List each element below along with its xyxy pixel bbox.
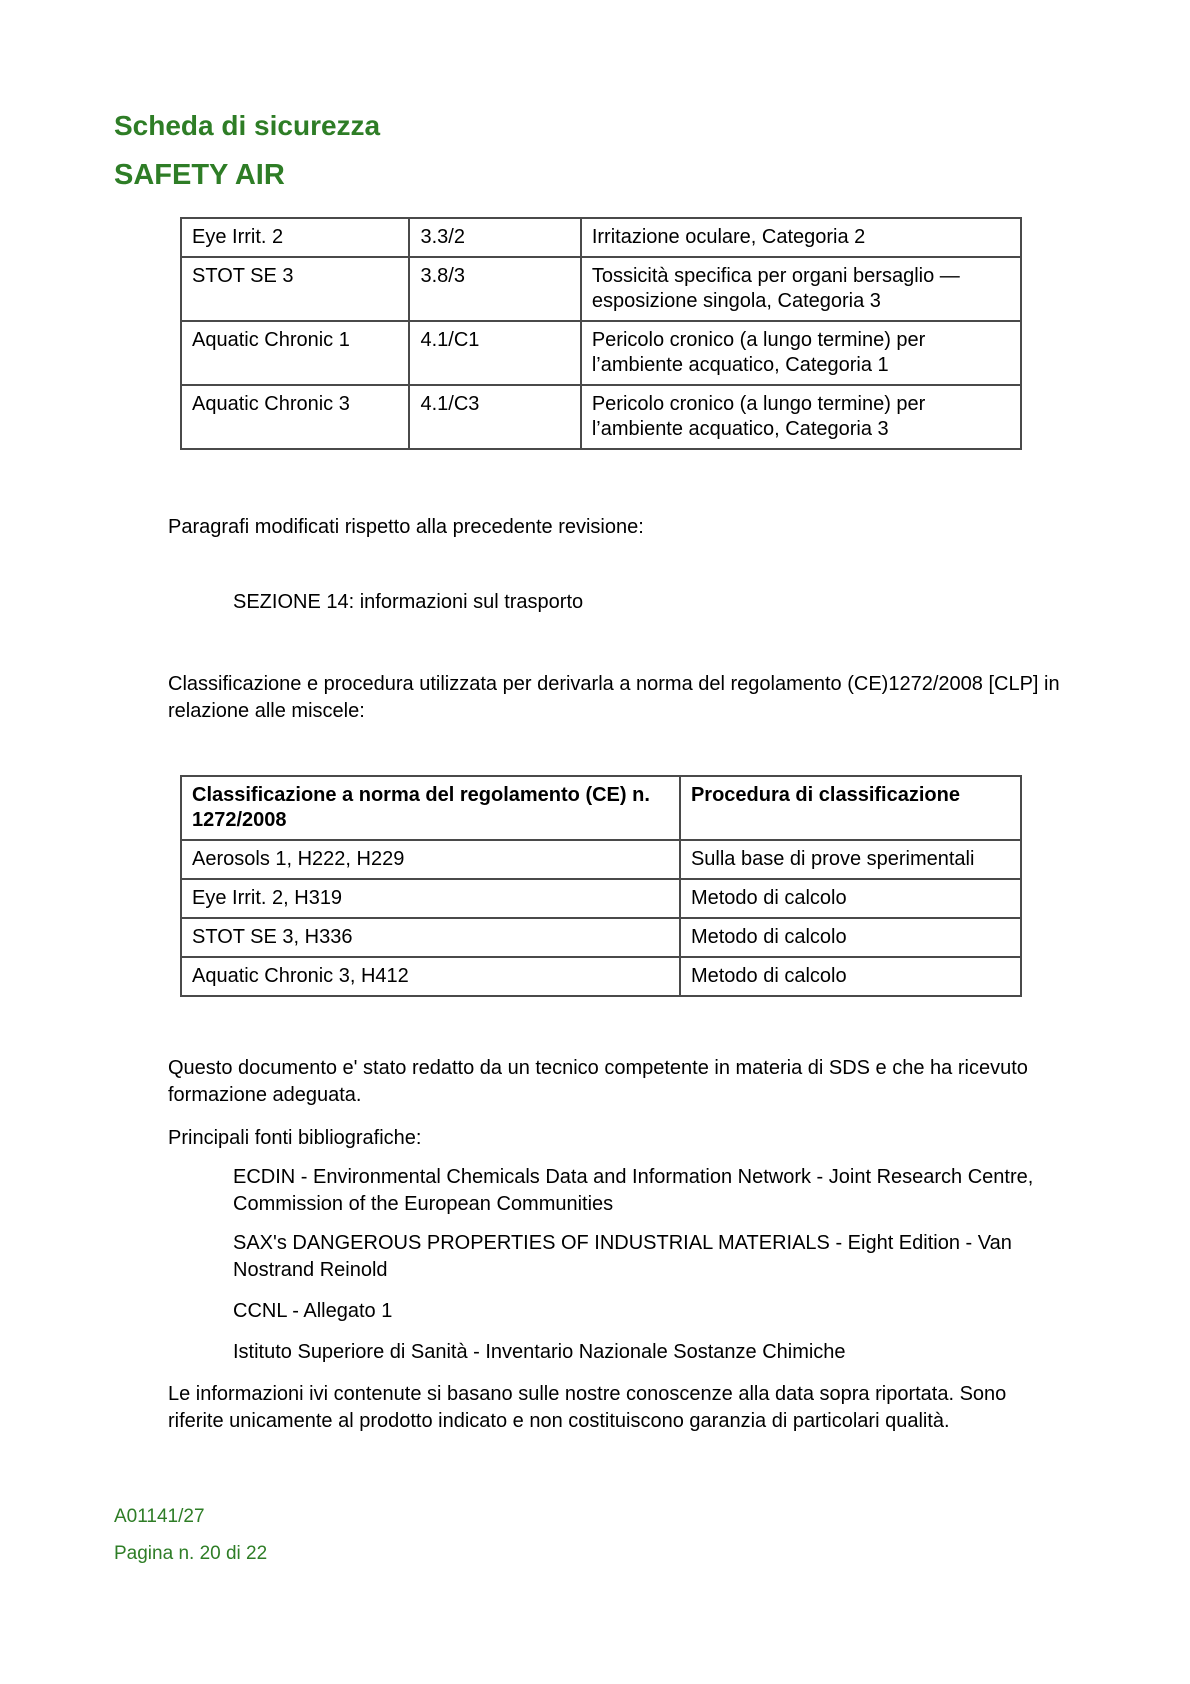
clp-classification-cell: Aerosols 1, H222, H229 bbox=[181, 840, 680, 879]
clp-procedure-cell: Sulla base di prove sperimentali bbox=[680, 840, 1021, 879]
clp-classification-table bbox=[180, 775, 1022, 997]
clp-classification-cell: Aquatic Chronic 3, H412 bbox=[181, 957, 680, 996]
technician-note-paragraph: Questo documento e' stato redatto da un tecnico competente in materia di SDS e che ha ricevuto formazione adeguata. bbox=[168, 1057, 1028, 1106]
hazard-description-cell: Pericolo cronico (a lungo termine) per l’ambiente acquatico, Categoria 3 bbox=[581, 385, 1021, 449]
hazard-table-row bbox=[181, 257, 1021, 321]
source-item: CCNL - Allegato 1 bbox=[233, 1300, 393, 1322]
hazard-code-cell: 3.3/2 bbox=[409, 218, 580, 257]
clp-table-row bbox=[181, 879, 1021, 918]
hazard-code-cell: 4.1/C3 bbox=[409, 385, 580, 449]
modified-paragraphs-label: Paragrafi modificati rispetto alla precedente revisione: bbox=[168, 516, 644, 538]
hazard-description-cell: Tossicità specifica per organi bersaglio — esposizione singola, Categoria 3 bbox=[581, 257, 1021, 321]
hazard-classification-cell: Eye Irrit. 2 bbox=[181, 218, 409, 257]
disclaimer-paragraph: Le informazioni ivi contenute si basano sulle nostre conoscenze alla data sopra riportata. Sono riferite unicamente al prodotto indicato e non costituiscono garanzia di particolari qualità. bbox=[168, 1383, 1007, 1432]
clp-procedure-header: Procedura di classificazione bbox=[680, 776, 1021, 840]
hazard-classification-table bbox=[180, 217, 1022, 450]
clp-procedure-cell: Metodo di calcolo bbox=[680, 879, 1021, 918]
modified-section-item: SEZIONE 14: informazioni sul trasporto bbox=[233, 591, 584, 613]
classification-intro-paragraph: Classificazione e procedura utilizzata per derivarla a norma del regolamento (CE)1272/2008 [CLP] in relazione alle miscele: bbox=[168, 673, 1060, 722]
hazard-description-cell: Pericolo cronico (a lungo termine) per l’ambiente acquatico, Categoria 1 bbox=[581, 321, 1021, 385]
clp-classification-cell: Eye Irrit. 2, H319 bbox=[181, 879, 680, 918]
source-item: SAX's DANGEROUS PROPERTIES OF INDUSTRIAL MATERIALS - Eight Edition - Van Nostrand Reinold bbox=[233, 1232, 1012, 1281]
hazard-description-cell: Irritazione oculare, Categoria 2 bbox=[581, 218, 1021, 257]
sources-label: Principali fonti bibliografiche: bbox=[168, 1127, 422, 1149]
hazard-code-cell: 4.1/C1 bbox=[409, 321, 580, 385]
source-item: ECDIN - Environmental Chemicals Data and Information Network - Joint Research Centre, Commission of the European Communities bbox=[233, 1166, 1034, 1215]
clp-procedure-cell: Metodo di calcolo bbox=[680, 918, 1021, 957]
clp-procedure-cell: Metodo di calcolo bbox=[680, 957, 1021, 996]
hazard-table-row bbox=[181, 321, 1021, 385]
clp-classification-cell: STOT SE 3, H336 bbox=[181, 918, 680, 957]
clp-table-row bbox=[181, 918, 1021, 957]
clp-table-row bbox=[181, 957, 1021, 996]
page-number: Pagina n. 20 di 22 bbox=[114, 1543, 268, 1564]
hazard-classification-cell: Aquatic Chronic 1 bbox=[181, 321, 409, 385]
hazard-code-cell: 3.8/3 bbox=[409, 257, 580, 321]
hazard-classification-cell: STOT SE 3 bbox=[181, 257, 409, 321]
source-item: Istituto Superiore di Sanità - Inventario Nazionale Sostanze Chimiche bbox=[233, 1341, 846, 1363]
hazard-table-row bbox=[181, 218, 1021, 257]
document-title: Scheda di sicurezza bbox=[114, 110, 381, 141]
clp-classification-header: Classificazione a norma del regolamento (CE) n. 1272/2008 bbox=[181, 776, 680, 840]
hazard-classification-cell: Aquatic Chronic 3 bbox=[181, 385, 409, 449]
clp-table-row bbox=[181, 840, 1021, 879]
product-name: SAFETY AIR bbox=[114, 159, 285, 191]
hazard-table-row bbox=[181, 385, 1021, 449]
clp-table-header-row bbox=[181, 776, 1021, 840]
document-code: A01141/27 bbox=[114, 1506, 205, 1527]
